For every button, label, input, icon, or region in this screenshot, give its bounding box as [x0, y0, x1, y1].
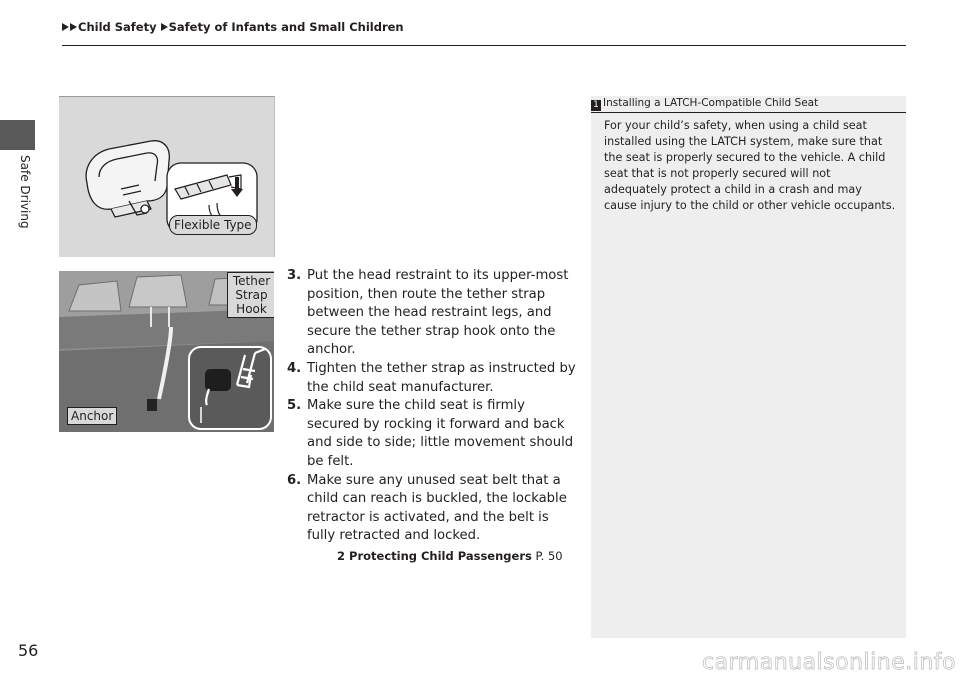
reference-page[interactable]: P. 50	[535, 548, 563, 563]
page-number: 56	[18, 641, 39, 660]
step-number: 5.	[287, 398, 302, 414]
installation-steps	[287, 267, 577, 563]
side-note-panel	[591, 96, 906, 638]
section-tab	[0, 120, 35, 150]
triangle-right-icon	[62, 23, 69, 31]
tether-anchor-illustration	[59, 271, 274, 432]
cross-reference-link[interactable]	[287, 549, 577, 563]
step-text: Put the head restraint to its upper-most position, then route the tether strap between the head restraint legs, and secure the tether strap hook onto the anchor.	[307, 268, 569, 358]
flexible-type-callout: Flexible Type	[169, 215, 257, 235]
callout-line: Tether	[232, 274, 271, 288]
watermark: carmanualsonline.info	[702, 650, 956, 675]
reference-arrow-icon: 2	[337, 548, 346, 563]
breadcrumb-current[interactable]: Safety of Infants and Small Children	[168, 20, 404, 34]
step-text: Make sure the child seat is firmly secured by rocking it forward and back and side to side; little movement should be felt.	[307, 398, 574, 469]
step-item	[287, 267, 577, 360]
breadcrumb	[62, 20, 404, 34]
step-number: 3.	[287, 268, 302, 283]
reference-title[interactable]: Protecting Child Passengers	[349, 548, 532, 563]
step-number: 6.	[287, 472, 302, 488]
step-text: Tighten the tether strap as instructed by the child seat manufacturer.	[307, 360, 576, 395]
step-item	[287, 472, 577, 546]
anchor-callout: Anchor	[67, 407, 117, 425]
section-label: Safe Driving	[18, 155, 32, 229]
tether-strap-hook-callout	[227, 272, 274, 318]
header-rule	[62, 45, 906, 46]
side-note-title: Installing a LATCH-Compatible Child Seat	[603, 97, 819, 109]
step-item	[287, 360, 577, 397]
triangle-right-icon	[161, 23, 168, 31]
side-note-header	[591, 96, 906, 113]
triangle-right-icon	[70, 23, 77, 31]
step-text: Make sure any unused seat belt that a child can reach is buckled, the lockable retractor is activated, and the belt is fully retracted and locked.	[307, 472, 567, 544]
step-item	[287, 397, 577, 471]
note-badge: 1	[591, 100, 601, 111]
side-note-body: For your child’s safety, when using a child seat installed using the LATCH system, make sure that the seat is properly secured to the vehicle. A child seat that is not properly secured will not adequately protect a child in a crash and may cause injury to the child or other vehicle occupants.	[604, 119, 896, 212]
breadcrumb-child-safety[interactable]: Child Safety	[78, 20, 157, 34]
callout-line: Hook	[236, 302, 267, 316]
step-number: 4.	[287, 360, 302, 376]
child-seat-illustration	[59, 96, 275, 257]
callout-line: Strap	[235, 288, 268, 302]
